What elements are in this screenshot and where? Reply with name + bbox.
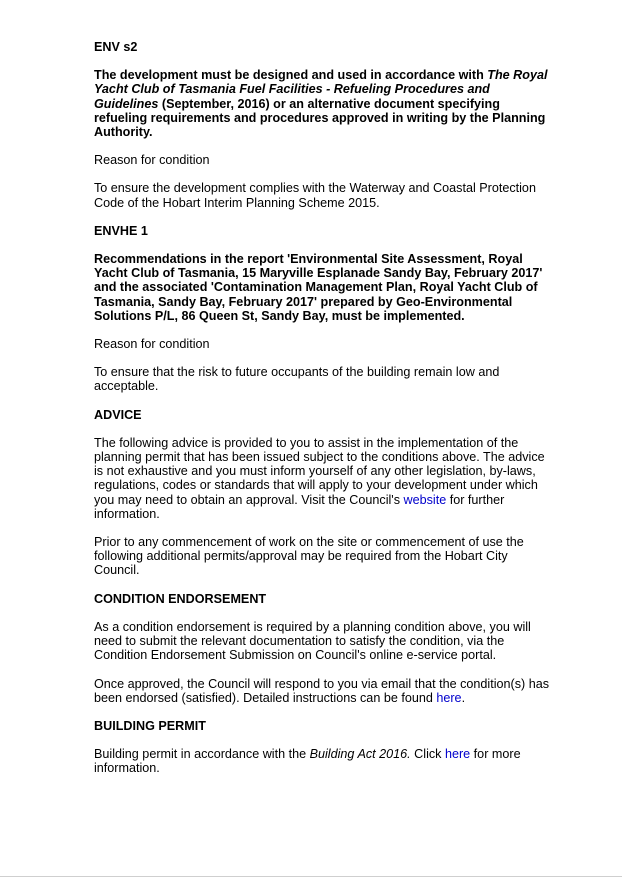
env-s2-reason-text: To ensure the development complies with the Waterway and Coastal Protection Code of the Hobart Interim Planning Scheme 2015. xyxy=(94,181,536,210)
building-permit-heading: BUILDING PERMIT xyxy=(94,718,206,733)
env-s2-condition-doc-title: The Royal Yacht Club of Tasmania Fuel Facilities - Refueling Procedures and Guidelines xyxy=(94,68,548,111)
env-s2-reason-label: Reason for condition xyxy=(94,153,210,168)
building-permit-mid: Click xyxy=(410,747,445,762)
envhe-1-heading: ENVHE 1 xyxy=(94,223,148,238)
building-permit-pre: Building permit in accordance with the xyxy=(94,747,310,762)
advice-para1-pre: The following advice is provided to you to assist in the implementation of the planning permit that has been issued subject to the conditions above. The advice is not exhaustive and you must inform yourself of any other legislation, by-laws, regulations, codes or standards that will apply to your development under which you may need to obtain an approval. Visit the Council's xyxy=(94,435,545,507)
endorsement-instructions-link[interactable]: here xyxy=(436,690,462,705)
advice-heading: ADVICE xyxy=(94,407,142,422)
env-s2-heading: ENV s2 xyxy=(94,40,138,54)
endorsement-para2-pre: Once approved, the Council will respond to you via email that the condition(s) has been endorsed (satisfied). Detailed instructions can be found xyxy=(94,676,550,705)
condition-endorsement-paragraph-2 xyxy=(94,677,554,705)
building-permit-post: for more information. xyxy=(94,747,521,776)
endorsement-para2-post: . xyxy=(461,690,466,705)
advice-paragraph-2: Prior to any commencement of work on the site or commencement of use the following additional permits/approval may be required from the Hobart City Council. xyxy=(94,535,524,578)
website-link[interactable]: website xyxy=(403,492,447,507)
condition-endorsement-paragraph-1: As a condition endorsement is required by a planning condition above, you will need to submit the relevant documentation to satisfy the condition, via the Condition Endorsement Submission on Council's online e-service portal. xyxy=(94,619,531,663)
envhe-1-reason-text: To ensure that the risk to future occupants of the building remain low and acceptable. xyxy=(94,365,500,394)
env-s2-condition xyxy=(94,68,554,139)
envhe-1-reason-label: Reason for condition xyxy=(94,337,210,352)
env-s2-condition-pre: The development must be designed and used in accordance with xyxy=(94,68,488,83)
building-permit-paragraph xyxy=(94,747,554,775)
advice-paragraph-1 xyxy=(94,436,554,521)
document-page xyxy=(94,40,554,790)
env-s2-condition-post: (September, 2016) or an alternative document specifying refueling requirements and procedures approved in writing by the Planning Authority. xyxy=(94,96,546,140)
envhe-1-condition: Recommendations in the report 'Environmental Site Assessment, Royal Yacht Club of Tasmania, 15 Maryville Esplanade Sandy Bay, February 2017' and the associated 'Contamination Management Plan, Royal Yacht Club of Tasmania, Sandy Bay, February 2017' prepared by Geo-Environmental Solutions P/L, 86 Queen St, Sandy Bay, must be implemented. xyxy=(94,252,543,323)
building-act-title: Building Act 2016. xyxy=(309,747,411,762)
building-permit-info-link[interactable]: here xyxy=(444,747,471,762)
advice-para1-post: for further information. xyxy=(94,492,505,521)
condition-endorsement-heading: CONDITION ENDORSEMENT xyxy=(94,591,267,606)
page-bottom-divider xyxy=(0,876,622,877)
